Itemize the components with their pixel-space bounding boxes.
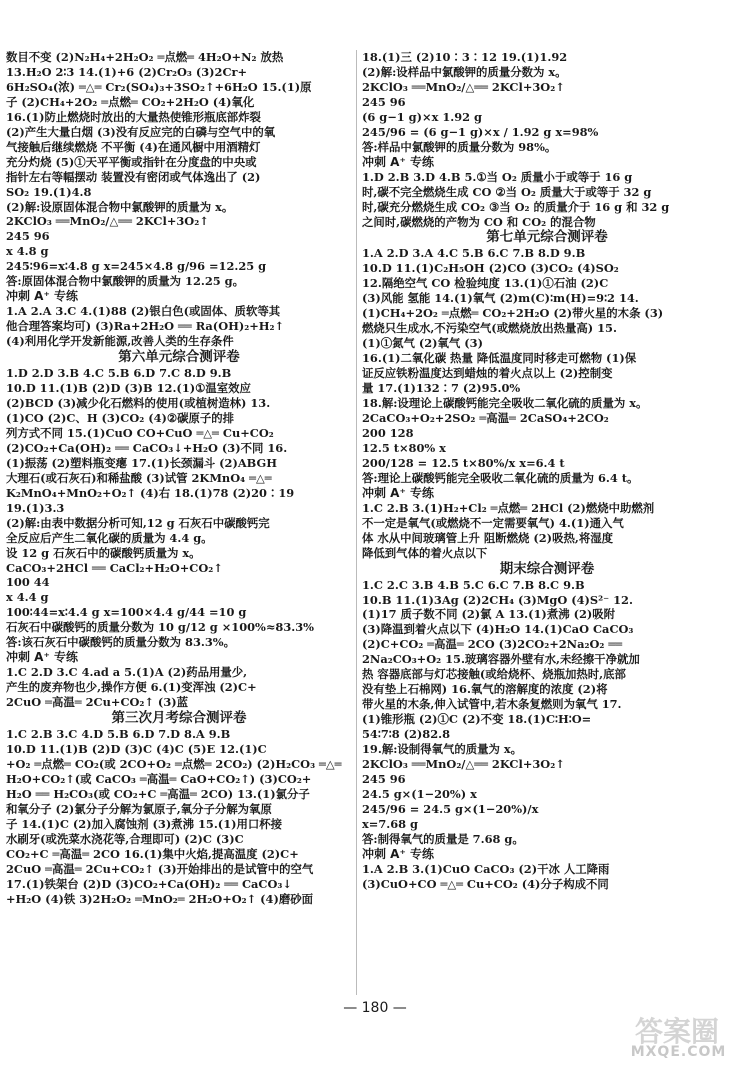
page-number: — 180 — <box>343 1000 407 1016</box>
answer-line: (3)CuO+CO ═△═ Cu+CO₂ (4)分子构成不同 <box>362 876 609 891</box>
answer-line: (1)①氮气 (2)氧气 (3) <box>362 336 483 351</box>
answer-line: 17.(1)铁架台 (2)D (3)CO₂+Ca(OH)₂ ══ CaCO₃↓ <box>6 876 292 891</box>
answer-line: 1.A 2.A 3.C 4.(1)88 (2)银白色(或固体、质软等其 <box>6 304 281 319</box>
answer-line: x 4.8 g <box>6 244 49 259</box>
answer-line: 子 14.(1)C (2)加入腐蚀剂 (3)煮沸 15.(1)用口杯接 <box>6 816 283 831</box>
right-column <box>362 50 732 892</box>
answer-line: 245 96 <box>362 94 406 109</box>
section-heading: 第三次月考综合测评卷 <box>111 710 247 727</box>
answer-line: 石灰石中碳酸钙的质量分数为 10 g/12 g ×100%≈83.3% <box>6 620 314 635</box>
answer-line: 1.D 2.B 3.D 4.B 5.①当 O₂ 质量小于或等于 16 g <box>362 169 633 184</box>
answer-line: 答:理论上碳酸钙能完全吸收二氧化硫的质量为 6.4 t。 <box>362 470 639 485</box>
answer-line: +H₂O (4)铁 3)2H₂O₂ ═MnO₂═ 2H₂O+O₂↑ (4)磨砂面 <box>6 891 314 906</box>
answer-line: 200/128 = 12.5 t×80%/x x=6.4 t <box>362 455 565 470</box>
answer-line: 热 容器底部与灯芯接触(或给烧杯、烧瓶加热时,底部 <box>362 667 626 682</box>
section-heading: 第六单元综合测评卷 <box>118 349 240 366</box>
answer-line: 子 (2)CH₄+2O₂ ═点燃═ CO₂+2H₂O (4)氧化 <box>6 94 255 109</box>
answer-line: 列方式不同 15.(1)CuO CO+CuO ═△═ Cu+CO₂ <box>6 425 274 440</box>
subsection-heading: 冲刺 A⁺ 专练 <box>6 289 78 304</box>
answer-line: 19.(1)3.3 <box>6 500 65 515</box>
answer-line: (3)降温到着火点以下 (4)H₂O 14.(1)CaO CaCO₃ <box>362 622 634 637</box>
answer-line: 指针左右等幅摆动 装置没有密闭或气体逸出了 (2) <box>6 169 261 184</box>
answer-line: 证反应铁粉温度达到蜡烛的着火点以上 (2)控制变 <box>362 366 613 381</box>
answer-line: 19.解:设制得氧气的质量为 x。 <box>362 742 523 757</box>
answer-line: 10.D 11.(1)B (2)D (3)C (4)C (5)E 12.(1)C <box>6 742 267 757</box>
watermark <box>621 1010 736 1062</box>
answer-line: H₂O+CO₂↑(或 CaCO₃ ═高温═ CaO+CO₂↑) (3)CO₂+ <box>6 771 312 786</box>
answer-line: 245/96 = 24.5 g×(1−20%)/x <box>362 801 539 816</box>
answer-line: 6H₂SO₄(浓) ═△═ Cr₂(SO₄)₃+3SO₂↑+6H₂O 15.(1)原 <box>6 79 312 94</box>
answer-line: (1)锥形瓶 (2)①C (2)不变 18.(1)C∶H∶O= <box>362 712 592 727</box>
answer-line: 气接触后继续燃烧 不平衡 (4)在通风橱中用酒精灯 <box>6 139 261 154</box>
watermark-url: MXQE.COM <box>630 1044 727 1060</box>
answer-line: 大理石(或石灰石)和稀盐酸 (3)试管 2KMnO₄ ═△═ <box>6 470 272 485</box>
answer-line: (2)解:设原固体混合物中氯酸钾的质量为 x。 <box>6 199 234 214</box>
answer-line: 没有垫上石棉网) 16.氧气的溶解度的浓度 (2)将 <box>362 682 608 697</box>
answer-line: (1)CO (2)C、H (3)CO₂ (4)②碳原子的排 <box>6 410 235 425</box>
answer-line: CO₂+C ═高温═ 2CO 16.(1)集中火焰,提高温度 (2)C+ <box>6 846 299 861</box>
answer-line: 带火星的木条,伸入试管中,若木条复燃则为氧气 17. <box>362 697 622 712</box>
answer-line: 水刷牙(或洗菜水浇花等,合理即可) (2)C (3)C <box>6 831 244 846</box>
answer-line: 1.C 2.B 3.(1)H₂+Cl₂ ═点燃═ 2HCl (2)燃烧中助燃剂 <box>362 500 655 515</box>
answer-line: x 4.4 g <box>6 590 49 605</box>
answer-line: (2)解:由表中数据分析可知,12 g 石灰石中碳酸钙完 <box>6 515 270 530</box>
answer-line: SO₂ 19.(1)4.8 <box>6 184 92 199</box>
subsection-heading: 冲刺 A⁺ 专练 <box>362 846 434 861</box>
section-heading: 第七单元综合测评卷 <box>486 229 608 246</box>
answer-line: H₂O ══ H₂CO₃(或 CO₂+C ═高温═ 2CO) 13.(1)氯分子 <box>6 786 310 801</box>
answer-line: 100 44 <box>6 575 50 590</box>
answer-line: 降低到气体的着火点以下 <box>362 545 488 560</box>
answer-line: 245/96 = (6 g−1 g)×x / 1.92 g x=98% <box>362 124 599 139</box>
answer-line: 10.B 11.(1)3Ag (2)2CH₄ (3)MgO (4)S²⁻ 12. <box>362 592 633 607</box>
answer-line: 充分灼烧 (5)①天平平衡或指针在分度盘的中央或 <box>6 154 257 169</box>
answer-line: 2CuO ═高温═ 2Cu+CO₂↑ (3)开始排出的是试管中的空气 <box>6 861 314 876</box>
column-divider <box>356 50 357 995</box>
answer-line: 1.C 2.B 3.C 4.D 5.B 6.D 7.D 8.A 9.B <box>6 727 231 742</box>
answer-line: 1.C 2.C 3.B 4.B 5.C 6.C 7.B 8.C 9.B <box>362 577 585 592</box>
answer-line: 燃烧只生成水,不污染空气(或燃烧放出热量高) 15. <box>362 321 617 336</box>
answer-line: 2KClO₃ ══MnO₂/△══ 2KCl+3O₂↑ <box>362 79 565 94</box>
answer-line: (3)风能 氢能 14.(1)氧气 (2)m(C)∶m(H)=9∶2 14. <box>362 291 639 306</box>
answer-line: 245 96 <box>362 771 406 786</box>
answer-line: 2CaCO₃+O₂+2SO₂ ═高温═ 2CaSO₄+2CO₂ <box>362 410 609 425</box>
answer-line: 13.H₂O 2∶3 14.(1)+6 (2)Cr₂O₃ (3)2Cr+ <box>6 64 248 79</box>
answer-line: (2)产生大量白烟 (3)没有反应完的白磷与空气中的氧 <box>6 124 276 139</box>
answer-line: CaCO₃+2HCl ══ CaCl₂+H₂O+CO₂↑ <box>6 560 223 575</box>
watermark-logo: 答案圈 <box>635 1015 720 1048</box>
answer-line: (2)BCD (3)减少化石燃料的使用(或植树造林) 13. <box>6 396 271 411</box>
answer-line: 时,碳不完全燃烧生成 CO ②当 O₂ 质量大于或等于 32 g <box>362 184 652 199</box>
answer-line: (1)CH₄+2O₂ ═点燃═ CO₂+2H₂O (2)带火星的木条 (3) <box>362 306 664 321</box>
answer-line: 16.(1)二氧化碳 热量 降低温度同时移走可燃物 (1)保 <box>362 351 637 366</box>
answer-line: 之间时,碳燃烧的产物为 CO 和 CO₂ 的混合物 <box>362 214 596 229</box>
answer-line: 2CuO ═高温═ 2Cu+CO₂↑ (3)蓝 <box>6 695 189 710</box>
answer-line: (2)C+CO₂ ═高温═ 2CO (3)2CO₂+2Na₂O₂ ══ <box>362 637 623 652</box>
answer-line: +O₂ ═点燃═ CO₂(或 2CO+O₂ ═点燃═ 2CO₂) (2)H₂CO₃ ═△═ <box>6 756 342 771</box>
answer-line: 不一定是氧气(或燃烧不一定需要氧气) 4.(1)通入气 <box>362 515 624 530</box>
answer-line: 体 水从中间玻璃管上升 阻断燃烧 (2)吸热,将湿度 <box>362 530 613 545</box>
answer-line: 数目不变 (2)N₂H₄+2H₂O₂ ═点燃═ 4H₂O+N₂ 放热 <box>6 50 284 64</box>
answer-line: 时,碳充分燃烧生成 CO₂ ③当 O₂ 的质量介于 16 g 和 32 g <box>362 199 670 214</box>
left-column <box>6 50 352 907</box>
subsection-heading: 冲刺 A⁺ 专练 <box>6 650 78 665</box>
answer-line: 54∶7∶8 (2)82.8 <box>362 727 451 742</box>
answer-line: 12.隔绝空气 CO 检验纯度 13.(1)①石油 (2)C <box>362 276 609 291</box>
answer-line: 产生的废弃物也少,操作方便 6.(1)变浑浊 (2)C+ <box>6 680 257 695</box>
answer-line: (2)解:设样品中氯酸钾的质量分数为 x。 <box>362 64 567 79</box>
answer-line: 1.D 2.D 3.B 4.C 5.B 6.D 7.C 8.D 9.B <box>6 366 232 381</box>
answer-line: 2KClO₃ ══MnO₂/△══ 2KCl+3O₂↑ <box>362 756 565 771</box>
answer-line: 12.5 t×80% x <box>362 440 446 455</box>
answer-line: 18.(1)三 (2)10∶3∶12 19.(1)1.92 <box>362 50 568 64</box>
answer-line: 100∶44=x∶4.4 g x=100×4.4 g/44 =10 g <box>6 605 247 620</box>
answer-line: 和氧分子 (2)氯分子分解为氯原子,氧分子分解为氧原 <box>6 801 272 816</box>
answer-line: 1.C 2.D 3.C 4.ad a 5.(1)A (2)药品用量少, <box>6 665 248 680</box>
answer-line: (2)CO₂+Ca(OH)₂ ══ CaCO₃↓+H₂O (3)不同 16. <box>6 440 288 455</box>
answer-line: 答:样品中氯酸钾的质量分数为 98%。 <box>362 139 557 154</box>
answer-line: 答:该石灰石中碳酸钙的质量分数为 83.3%。 <box>6 635 235 650</box>
answer-line: K₂MnO₄+MnO₂+O₂↑ (4)右 18.(1)78 (2)20∶19 <box>6 485 295 500</box>
answer-line: 量 17.(1)132∶7 (2)95.0% <box>362 381 521 396</box>
answer-line: 10.D 11.(1)B (2)D (3)B 12.(1)①温室效应 <box>6 381 251 396</box>
answer-line: 他合理答案均可) (3)Ra+2H₂O ══ Ra(OH)₂+H₂↑ <box>6 319 285 334</box>
section-heading: 期末综合测评卷 <box>499 560 595 577</box>
answer-line: 16.(1)防止燃烧时放出的大量热使锥形瓶底部炸裂 <box>6 109 261 124</box>
answer-line: 答:制得氧气的质量是 7.68 g。 <box>362 831 524 846</box>
answer-line: 设 12 g 石灰石中的碳酸钙质量为 x。 <box>6 545 201 560</box>
answer-line: (6 g−1 g)×x 1.92 g <box>362 109 483 124</box>
answer-line: (1)振荡 (2)塑料瓶变瘪 17.(1)长颈漏斗 (2)ABGH <box>6 455 277 470</box>
answer-line: 2KClO₃ ══MnO₂/△══ 2KCl+3O₂↑ <box>6 214 209 229</box>
answer-line: 18.解:设理论上碳酸钙能完全吸收二氧化硫的质量为 x。 <box>362 396 648 411</box>
answer-line: 2Na₂CO₃+O₂ 15.玻璃容器外壁有水,未经擦干净就加 <box>362 652 640 667</box>
subsection-heading: 冲刺 A⁺ 专练 <box>362 154 434 169</box>
answer-line: 200 128 <box>362 425 414 440</box>
answer-line: 1.A 2.D 3.A 4.C 5.B 6.C 7.B 8.D 9.B <box>362 246 586 261</box>
answer-line: (4)利用化学开发新能源,改善人类的生存条件 <box>6 334 234 349</box>
answer-line: 245∶96=x∶4.8 g x=245×4.8 g/96 =12.25 g <box>6 259 267 274</box>
answer-line: x=7.68 g <box>362 816 419 831</box>
subsection-heading: 冲刺 A⁺ 专练 <box>362 485 434 500</box>
answer-line: 10.D 11.(1)C₂H₅OH (2)CO (3)CO₂ (4)SO₂ <box>362 261 619 276</box>
answer-line: 全反应后产生二氧化碳的质量为 4.4 g。 <box>6 530 213 545</box>
answer-line: 24.5 g×(1−20%) x <box>362 786 477 801</box>
answer-line: (1)17 质子数不同 (2)氯 A 13.(1)煮沸 (2)吸附 <box>362 607 616 622</box>
answer-line: 245 96 <box>6 229 50 244</box>
answer-line: 1.A 2.B 3.(1)CuO CaCO₃ (2)干冰 人工降雨 <box>362 861 610 876</box>
answer-line: 答:原固体混合物中氯酸钾的质量为 12.25 g。 <box>6 274 245 289</box>
